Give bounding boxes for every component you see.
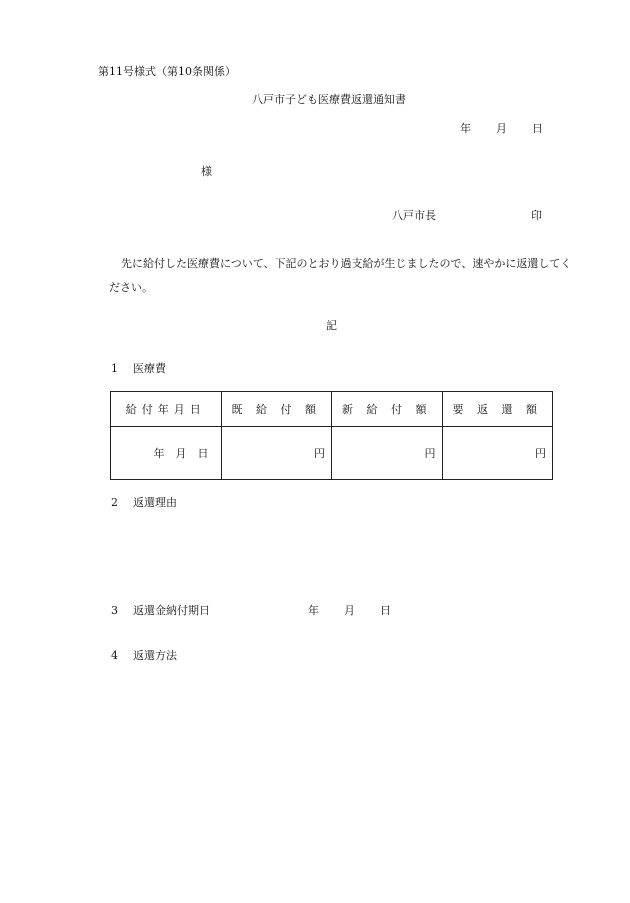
header-new-amount: 新 給 付 額 [332, 392, 443, 427]
issue-year-label: 年 [460, 122, 471, 135]
section-number: 4 [111, 649, 118, 662]
issuer-name: 八戸市長 [392, 209, 436, 222]
fee-table [110, 391, 553, 480]
document-title: 八戸市子ども医療費返還通知書 [252, 93, 406, 106]
issue-day-label: 日 [532, 122, 543, 135]
table-row [111, 427, 553, 480]
due-year-label: 年 [308, 604, 319, 617]
seal-mark: 印 [531, 209, 542, 222]
header-paid-amount: 既 給 付 額 [221, 392, 332, 427]
section-label: 返還方法 [133, 649, 177, 662]
due-month-label: 月 [344, 604, 355, 617]
new-amount-cell: 円 [332, 427, 443, 480]
section-number: 1 [111, 362, 118, 375]
section-label: 医療費 [133, 362, 166, 375]
header-refund-amount: 要 返 還 額 [442, 392, 553, 427]
section-refund-method [111, 650, 177, 661]
section-refund-reason [111, 497, 177, 508]
due-date-value [308, 605, 391, 616]
paid-amount-cell: 円 [221, 427, 332, 480]
due-day-label: 日 [380, 604, 391, 617]
section-number: 3 [111, 604, 118, 617]
section-label: 返還理由 [133, 496, 177, 509]
section-number: 2 [111, 496, 118, 509]
issue-date [460, 123, 543, 134]
refund-amount-cell: 円 [442, 427, 553, 480]
body-paragraph: 先に給付した医療費について、下記のとおり過支給が生じましたので、速やかに返還してください。 [109, 257, 572, 294]
section-due-date [111, 605, 210, 616]
issue-month-label: 月 [496, 122, 507, 135]
payment-date-cell: 年 月 日 [111, 427, 222, 480]
section-medical-fee [111, 363, 166, 374]
table-header-row [111, 392, 553, 427]
section-label: 返還金納付期日 [133, 604, 210, 617]
addressee-suffix: 様 [201, 165, 212, 178]
header-payment-date: 給付年月日 [111, 392, 222, 427]
ki-heading: 記 [326, 319, 337, 332]
form-number: 第11号様式（第10条関係） [98, 65, 236, 78]
